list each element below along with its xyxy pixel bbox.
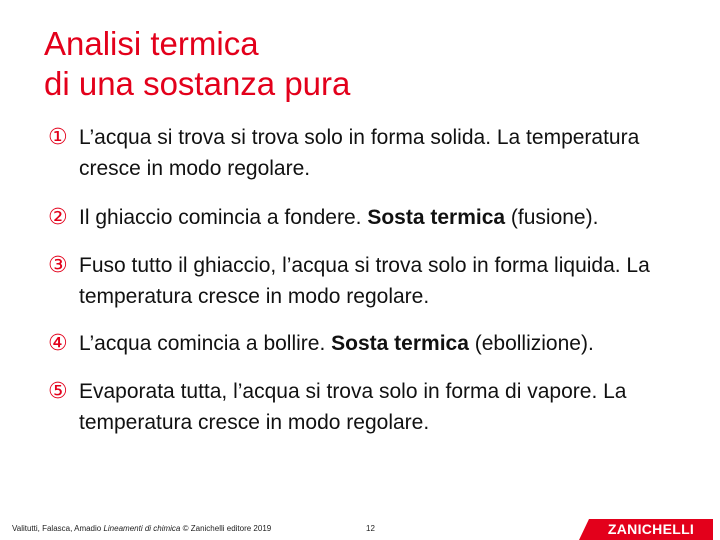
list-item-5 <box>48 376 699 438</box>
title-line-1: Analisi termica <box>44 25 259 62</box>
page-number: 12 <box>366 524 375 533</box>
circled-number-3: ③ <box>48 253 68 278</box>
item-2-text <box>79 202 699 233</box>
item-2-bold-term: Sosta termica <box>367 206 506 229</box>
item-2-text-end: (fusione). <box>505 206 599 229</box>
item-1-text: L’acqua si trova si trova solo in forma solida. La temperatura cresce in modo regolare. <box>79 126 640 180</box>
footer-publisher: © Zanichelli editore 2019 <box>180 524 272 533</box>
item-4-bold-term: Sosta termica <box>331 332 469 355</box>
footer-authors: Valitutti, Falasca, Amadio <box>12 524 104 533</box>
item-3-text: Fuso tutto il ghiaccio, l’acqua si trova solo in forma liquida. La temperatura cresce in modo regolare. <box>79 254 650 308</box>
item-2-text-start: Il ghiaccio comincia a fondere. <box>79 206 368 229</box>
circled-number-1: ① <box>48 125 68 150</box>
circled-number-5: ⑤ <box>48 379 68 404</box>
item-4-text <box>79 328 699 359</box>
item-5-text: Evaporata tutta, l’acqua si trova solo in forma di vapore. La temperatura cresce in modo regolare. <box>79 380 627 434</box>
zanichelli-logo: ZANICHELLI <box>589 519 713 540</box>
list-item-2 <box>48 202 699 233</box>
title-line-2: di una sostanza pura <box>44 65 351 102</box>
footer-credits <box>12 524 271 533</box>
list-item-1 <box>48 122 699 184</box>
item-4-text-start: L’acqua comincia a bollire. <box>79 332 332 355</box>
item-4-text-end: (ebollizione). <box>468 332 594 355</box>
circled-number-2: ② <box>48 205 68 230</box>
slide-title <box>44 24 350 104</box>
list-item-3 <box>48 250 699 312</box>
list-item-4 <box>48 328 699 359</box>
circled-number-4: ④ <box>48 331 68 356</box>
footer-book-title: Lineamenti di chimica <box>103 524 181 533</box>
